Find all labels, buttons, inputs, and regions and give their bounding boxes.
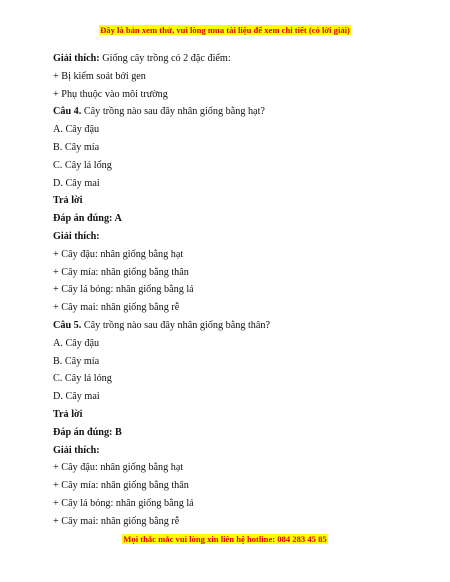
line-text: + Cây mai: nhân giống bằng rễ xyxy=(53,515,180,527)
hotline-text: Mọi thắc mắc vui lòng xin liên hệ hotline: 084 283 45 85 xyxy=(123,534,327,544)
line-text: B. Cây mía xyxy=(53,355,100,367)
hotline-banner xyxy=(0,534,450,545)
line-bold-text: Câu 4. xyxy=(53,106,82,118)
document-line xyxy=(53,210,433,228)
document-line xyxy=(53,424,433,442)
document-line xyxy=(53,192,433,210)
document-line xyxy=(53,370,433,388)
line-text: + Cây đậu: nhân giống bằng hạt xyxy=(53,462,184,474)
document-line xyxy=(53,246,433,264)
document-line xyxy=(53,442,433,460)
line-text: + Phụ thuộc vào môi trường xyxy=(53,88,168,100)
document-line xyxy=(53,264,433,282)
document-line xyxy=(53,103,433,121)
document-line xyxy=(53,50,433,68)
line-text: C. Cây lá lổng xyxy=(53,159,112,171)
line-text: + Bị kiểm soát bởi gen xyxy=(53,70,146,82)
line-bold-text: Đáp án đúng: B xyxy=(53,426,122,438)
line-text: + Cây lá bỏng: nhân giống bằng lá xyxy=(53,497,194,509)
document-line xyxy=(53,86,433,104)
document-line xyxy=(53,317,433,335)
line-bold-text: Trả lời xyxy=(53,408,83,420)
line-bold-text: Giải thích: xyxy=(53,444,100,456)
line-bold-text: Đáp án đúng: A xyxy=(53,213,122,225)
document-line xyxy=(53,121,433,139)
document-line xyxy=(53,299,433,317)
document-line xyxy=(53,495,433,513)
line-bold-text: Giải thích: xyxy=(53,53,100,64)
preview-notice-text: Đây là bản xem thử, vui lòng mua tài liệu để xem chi tiết (có lời giải) xyxy=(100,25,350,35)
document-line xyxy=(53,157,433,175)
line-text: B. Cây mía xyxy=(53,141,100,153)
line-text: D. Cây mai xyxy=(53,391,100,403)
preview-notice-banner xyxy=(0,25,450,36)
line-text: + Cây mía: nhân giống bằng thân xyxy=(53,266,189,278)
document-line xyxy=(53,459,433,477)
document-body xyxy=(53,50,433,531)
document-line xyxy=(53,388,433,406)
line-bold-text: Câu 5. xyxy=(53,319,82,331)
line-text: + Cây mía: nhân giống bằng thân xyxy=(53,480,189,492)
line-text: + Cây lá bỏng: nhân giống bằng lá xyxy=(53,284,194,296)
document-line xyxy=(53,406,433,424)
line-text: A. Cây đậu xyxy=(53,124,100,136)
line-text: + Cây mai: nhân giống bằng rễ xyxy=(53,302,180,314)
document-line xyxy=(53,68,433,86)
document-line xyxy=(53,335,433,353)
line-text: + Cây đậu: nhân giống bằng hạt xyxy=(53,248,184,260)
line-text: C. Cây lá lỏng xyxy=(53,373,112,385)
line-text: D. Cây mai xyxy=(53,177,100,189)
document-line xyxy=(53,228,433,246)
document-line xyxy=(53,353,433,371)
line-text: Cây trồng nào sau đây nhân giống bằng hạt? xyxy=(81,106,265,118)
document-line xyxy=(53,175,433,193)
line-bold-text: Trả lời xyxy=(53,195,83,207)
line-text: Cây trồng nào sau đây nhân giống bằng thân? xyxy=(81,319,271,331)
line-bold-text: Giải thích: xyxy=(53,230,100,242)
document-line xyxy=(53,477,433,495)
line-text: Giống cây trồng có 2 đặc điểm: xyxy=(99,53,231,64)
document-line xyxy=(53,139,433,157)
document-line xyxy=(53,281,433,299)
document-line xyxy=(53,513,433,531)
line-text: A. Cây đậu xyxy=(53,337,100,349)
